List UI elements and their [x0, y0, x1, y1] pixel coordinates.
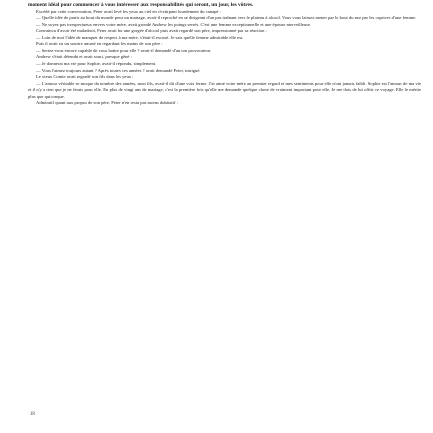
paragraph-13: Admiratif quant aux propos de son père, Peter n'en resta pas moins dubitatif :	[36, 100, 178, 106]
paragraph-0: moment idéal pour commencer à vous intéresser aux responsabilités qui seront, un jour, les vôtres.	[28, 2, 254, 8]
paragraph-2: — Quelle idée de partir au bout du monde pour un mariage, avait-il reproché en se dirigeant d'un pas traînant vers le plateau à alcool. Vous vous laissez mener par le bout du nez par les caprices d'une femme.	[36, 15, 417, 21]
page-number: 18	[30, 412, 35, 417]
paragraph-1: Excédé par cette conversation, Peter avait levé les yeux au ciel en s'extirpant lourdement du canapé :	[36, 8, 221, 14]
paragraph-5: — Loin de moi l'idée de manquer de respect à ma mère, s'était-il excusé. Je sais quelle femme admirable elle est.	[36, 34, 244, 40]
paragraph-6: Puis il avait eu un sourire amusé en regardant les mains de son père :	[36, 41, 163, 47]
paragraph-9: — Je donnerai ma vie pour Sophie, avait-il répondu, simplement.	[36, 60, 157, 66]
paragraph-10: — Vous l'aimez toujours autant ? Après toutes ces années ? avait demandé Peter, intrigué.	[36, 67, 201, 73]
paragraph-4: Convaincu d'avoir été maladroit, Peter avait bu une gorgée d'alcool puis avait regardé son père, impressionné par sa réaction :	[36, 28, 267, 34]
paragraph-3: — Ne soyez pas irrespectueux envers votre mère, avait grondé Andrew les poings serrés. C'est une femme exceptionnelle et une épouse merveilleuse.	[36, 21, 312, 27]
paragraph-12: — L'amour véritable se moque du nombre des années, mon fils, avait-il dit d'une voix ferme. J'ai aimé votre mère au premier regard et mes sentiments pour elle n'ont jamais faibli. Sophie est l'amour de ma vie et il n'y a rien que je ne ferais pour elle. En plus de vingt ans de mariage, c'est la première fois qu'elle me demande quelque chose de vraiment important pour elle. Je me dois de lui offrir ce voyage. Elle le mérite plus que quiconque.	[28, 80, 421, 99]
paragraph-8: Andrew s'était détendu et avait souri, presque gêné :	[36, 54, 132, 60]
paragraph-11: Le vieux Comte avait regardé son fils dans les yeux :	[36, 74, 134, 80]
paragraph-7: — Seriez-vous encore capable de vous battre pour elle ? avait-il demandé d'un ton provocateur.	[36, 47, 212, 53]
